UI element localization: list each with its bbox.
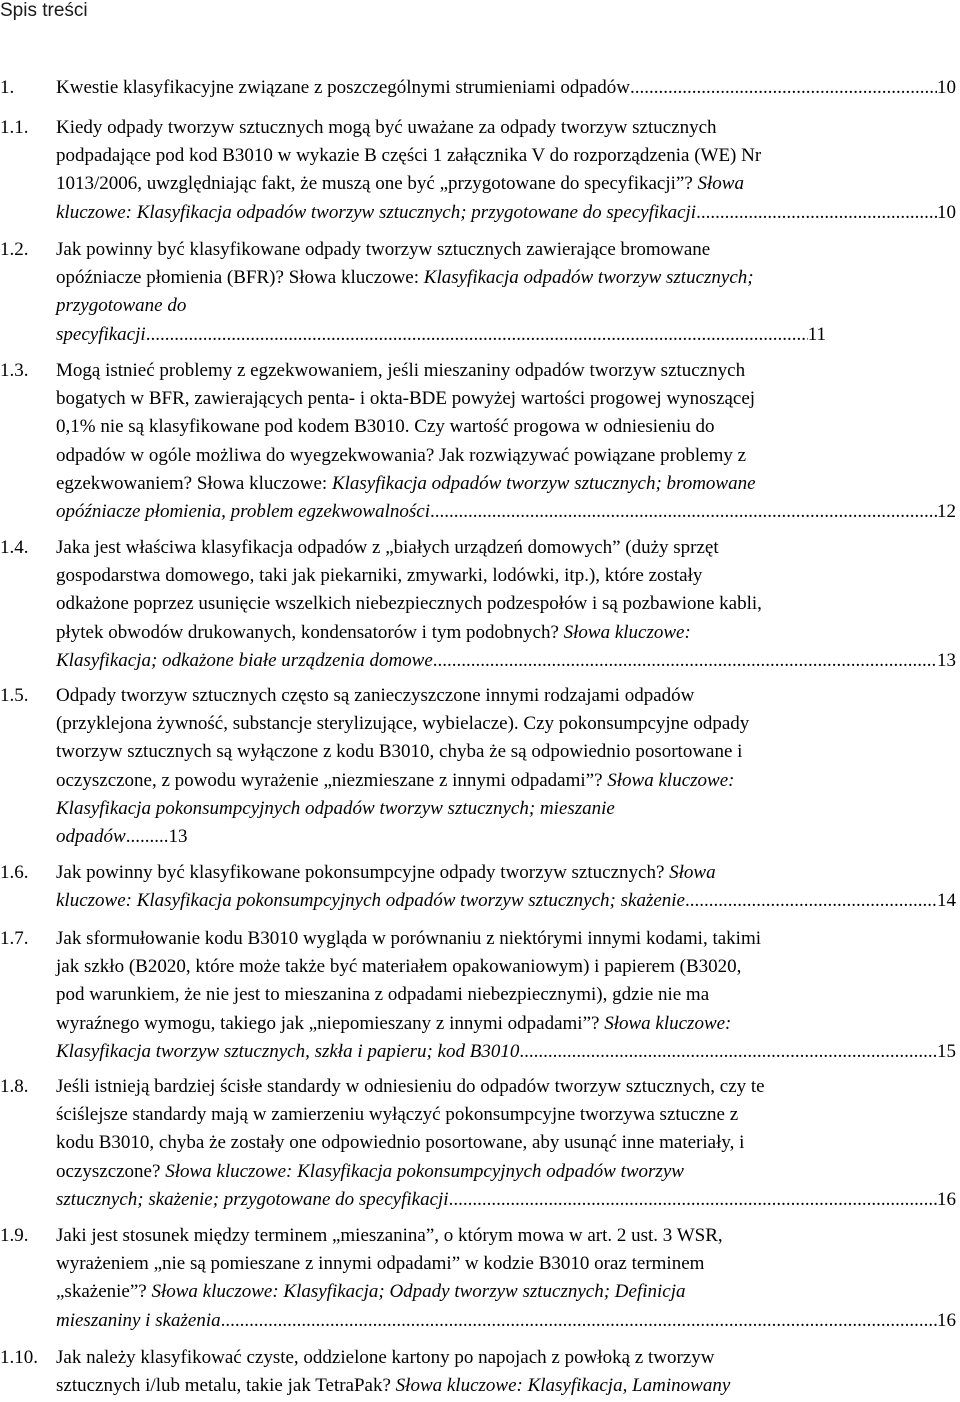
page-number: 13	[168, 826, 188, 848]
page-number: 16	[937, 1309, 956, 1331]
toc-entry-1-2[interactable]: 1.2. Jak powinny być klasyfikowane odpady tworzyw sztucznych zawierające bromowane opóźniacze płomienia (BFR)? Słowa kluczowe: Klasyfikacja odpadów tworzyw sztucznych; przygotowane do specyfikacji ..... 11	[0, 236, 956, 349]
toc-entry-1-7[interactable]: 1.7. Jak sformułowanie kodu B3010 wygląda w porównaniu z niektórymi innymi kodami, takimi jak szkło (B2020, które może także być materiałem opakowaniowym) i papierem (B3020, pod warunkiem, że nie jest to mieszanina z odpadami niebezpiecznymi), gdzie nie ma wyraźnego wymogu, takiego jak „niepomieszany z innymi odpadami”? Słowa kluczowe: Klasyfikacja tworzyw sztucznych, szkła i papieru; kod B3010 ..... 15	[0, 925, 956, 1066]
toc-entry-1-5[interactable]: 1.5. Odpady tworzyw sztucznych często są zanieczyszczone innymi rodzajami odpadów (przyklejona żywność, substancje sterylizujące, wybielacze). Czy pokonsumpcyjne odpady tworzyw sztucznych są wyłączone z kodu B3010, chyba że są odpowiednio posortowane i oczyszczone, z powodu wyrażenie „niezmieszane z innymi odpadami”? Słowa kluczowe: Klasyfikacja pokonsumpcyjnych odpadów tworzyw sztucznych; mieszanie odpadów.........13	[0, 682, 956, 851]
entry-number: 1.3.	[0, 360, 29, 381]
toc-entry-1-6[interactable]: 1.6. Jak powinny być klasyfikowane pokonsumpcyjne odpady tworzyw sztucznych? Słowa kluczowe: Klasyfikacja pokonsumpcyjnych odpadów tworzyw sztucznych; skażenie ..... 14	[0, 859, 956, 915]
entry-number: 1.8.	[0, 1076, 29, 1097]
entry-number: 1.2.	[0, 239, 29, 260]
toc-entry-1-4[interactable]: 1.4. Jaka jest właściwa klasyfikacja odpadów z „białych urządzeń domowych” (duży sprzęt gospodarstwa domowego, taki jak piekarniki, zmywarki, lodówki, itp.), które zostały odkażone poprzez usunięcie wszelkich niebezpiecznych podzespołów i są pozbawione kabli, płytek obwodów drukowanych, kondensatorów i tym podobnych? Słowa kluczowe: Klasyfikacja; odkażone białe urządzenia domowe ..... 13	[0, 534, 956, 675]
page-number: 15	[937, 1040, 956, 1062]
toc-entry-1-3[interactable]: 1.3. Mogą istnieć problemy z egzekwowaniem, jeśli mieszaniny odpadów tworzyw sztucznych bogatych w BFR, zawierających penta- i okta-BDE powyżej wartości progowej wynoszącej 0,1% nie są klasyfikowane pod kodem B3010. Czy wartość progowa w odniesieniu do odpadów w ogóle możliwa do wyegzekwowania? Jak rozwiązywać powiązane problemy z egzekwowaniem? Słowa kluczowe: Klasyfikacja odpadów tworzyw sztucznych; bromowane opóźniacze płomienia, problem egzekwowalności ..... 12	[0, 357, 956, 526]
entry-number: 1.6.	[0, 862, 29, 883]
entry-title-line: Kwestie klasyfikacyjne związane z poszczególnymi strumieniami odpadów ..... 10	[56, 74, 956, 102]
entry-number: 1.5.	[0, 685, 29, 706]
toc-heading: Spis treści	[0, 0, 88, 21]
page-number: 10	[937, 77, 956, 98]
entry-number: 1.4.	[0, 537, 29, 558]
entry-number: 1.1.	[0, 117, 29, 138]
toc-entry-1-9[interactable]: 1.9. Jaki jest stosunek między terminem „mieszanina”, o którym mowa w art. 2 ust. 3 WSR, wyrażeniem „nie są pomieszane z innymi odpadami” w kodzie B3010 oraz terminem „skażenie”? Słowa kluczowe: Klasyfikacja; Odpady tworzyw sztucznych; Definicja mieszaniny i skażenia ..... 16	[0, 1222, 956, 1335]
page-number: 14	[937, 890, 956, 912]
page-number: 13	[937, 649, 956, 671]
entry-number: 1.9.	[0, 1225, 29, 1246]
toc-entry-1[interactable]	[0, 74, 956, 102]
toc-entry-1-1[interactable]: 1.1. Kiedy odpady tworzyw sztucznych mogą być uważane za odpady tworzyw sztucznych podpadające pod kod B3010 w wykazie B części 1 załącznika V do rozporządzenia (WE) Nr 1013/2006, uwzględniając fakt, że muszą one być „przygotowane do specyfikacji”? Słowa kluczowe: Klasyfikacja odpadów tworzyw sztucznych; przygotowane do specyfikacji ..... 10	[0, 114, 956, 227]
page-number: 16	[937, 1188, 956, 1210]
toc-entry-1-8[interactable]: 1.8. Jeśli istnieją bardziej ścisłe standardy w odniesieniu do odpadów tworzyw sztucznych, czy te ściślejsze standardy mają w zamierzeniu wyłączyć pokonsumpcyjne tworzywa sztuczne z kodu B3010, chyba że zostały one odpowiednio posortowane, aby usunąć inne materiały, i oczyszczone? Słowa kluczowe: Klasyfikacja pokonsumpcyjnych odpadów tworzyw sztucznych; skażenie; przygotowane do specyfikacji ..... 16	[0, 1073, 956, 1214]
page-number: 12	[937, 501, 956, 523]
entry-number: 1.10.	[0, 1347, 38, 1368]
page-number: 10	[937, 201, 956, 223]
toc-entry-1-10[interactable]: 1.10. Jak należy klasyfikować czyste, oddzielone kartony po napojach z powłoką z tworzyw sztucznych i/lub metalu, takie jak TetraPak? Słowa kluczowe: Klasyfikacja, Laminowany	[0, 1344, 956, 1400]
entry-number: 1.	[0, 77, 15, 98]
entry-number: 1.7.	[0, 928, 29, 949]
page-number: 11	[807, 323, 826, 345]
